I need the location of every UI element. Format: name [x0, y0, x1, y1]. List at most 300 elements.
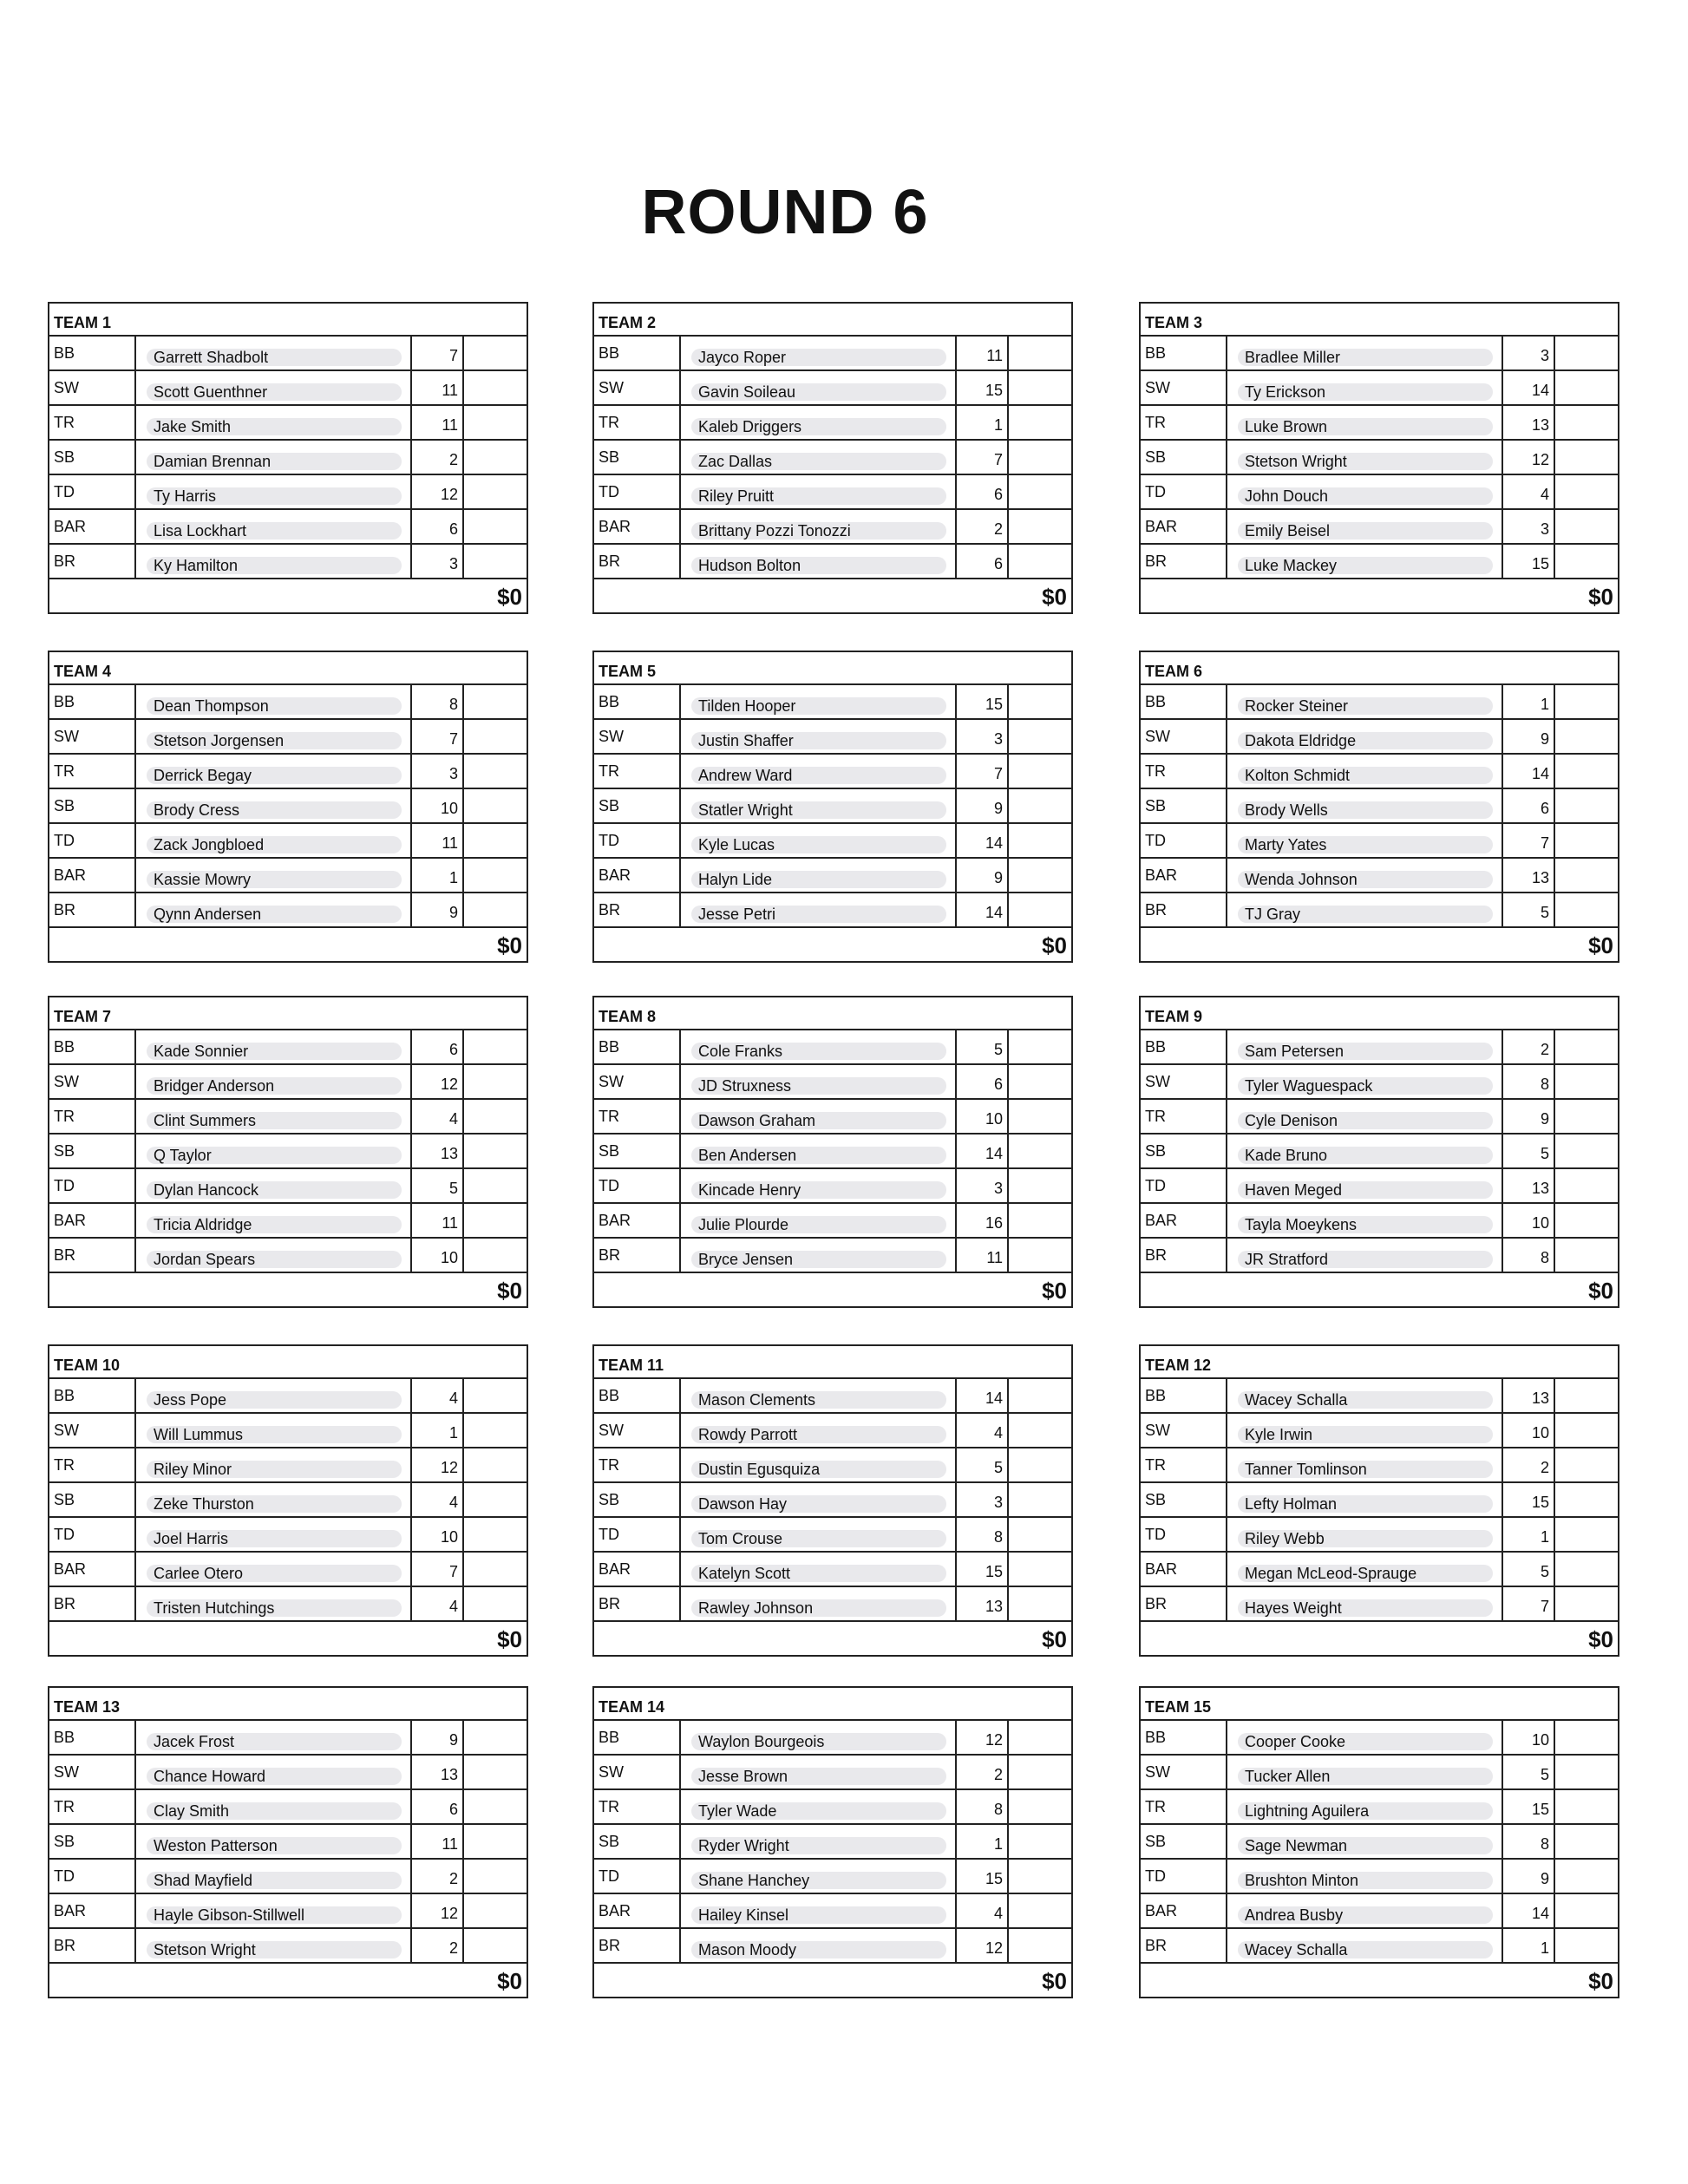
draw-number: 10 — [412, 789, 464, 822]
player-name[interactable]: Bradlee Miller — [1238, 349, 1493, 366]
player-name-cell — [679, 1030, 957, 1063]
event-code: BR — [599, 1937, 621, 1954]
team-total: $0 — [1588, 1626, 1613, 1652]
team-card — [48, 996, 528, 1308]
team-name: TEAM 8 — [594, 997, 1071, 1030]
player-name[interactable]: Bryce Jensen — [691, 1251, 946, 1268]
team-card — [1139, 651, 1619, 963]
draw-number: 14 — [957, 893, 1009, 926]
player-name[interactable]: Tricia Aldridge — [147, 1216, 402, 1233]
player-row — [594, 755, 1071, 789]
player-name-cell — [1226, 789, 1503, 822]
player-name[interactable]: Shad Mayfield — [147, 1872, 402, 1889]
event-code: BAR — [1145, 1212, 1178, 1229]
player-name[interactable]: Stetson Wright — [1238, 453, 1493, 470]
player-name-cell — [1226, 441, 1503, 474]
player-name[interactable]: Zack Jongbloed — [147, 836, 402, 853]
player-name[interactable]: Sam Petersen — [1238, 1043, 1493, 1060]
player-name[interactable]: Jake Smith — [147, 418, 402, 435]
draw-number: 6 — [412, 1790, 464, 1823]
player-name[interactable]: Dawson Hay — [691, 1495, 946, 1513]
event-code: SW — [54, 1073, 79, 1090]
event-code: SW — [599, 1763, 624, 1781]
draw-number: 5 — [957, 1030, 1009, 1063]
player-name-cell — [679, 859, 957, 892]
event-code: BR — [599, 553, 621, 570]
team-total: $0 — [1042, 932, 1067, 958]
event-code: BAR — [1145, 518, 1178, 535]
player-name-cell — [134, 337, 412, 369]
player-name[interactable]: Kincade Henry — [691, 1181, 946, 1199]
player-name-cell — [134, 1756, 412, 1788]
team-name: TEAM 10 — [49, 1346, 527, 1379]
player-name-cell — [1226, 510, 1503, 543]
player-name-cell — [1226, 1379, 1503, 1412]
team-card — [48, 302, 528, 614]
draw-number: 11 — [412, 371, 464, 404]
player-name-cell — [1226, 1135, 1503, 1167]
event-code: BAR — [599, 1902, 631, 1919]
event-code: BR — [54, 1937, 76, 1954]
player-name-cell — [134, 1169, 412, 1202]
player-name[interactable]: Cyle Denison — [1238, 1112, 1493, 1129]
draw-number: 13 — [1503, 1169, 1555, 1202]
draw-number: 11 — [957, 337, 1009, 369]
player-name-cell — [1226, 1030, 1503, 1063]
event-code: TR — [599, 1456, 619, 1474]
player-row — [1141, 1135, 1618, 1169]
player-name[interactable]: Jesse Petri — [691, 906, 946, 923]
team-total: $0 — [1588, 1278, 1613, 1304]
team-card — [1139, 996, 1619, 1308]
player-name[interactable]: Halyn Lide — [691, 871, 946, 888]
player-name-cell — [1226, 755, 1503, 788]
player-name[interactable]: Jesse Brown — [691, 1768, 946, 1785]
player-name[interactable]: Chance Howard — [147, 1768, 402, 1785]
player-name[interactable]: Kolton Schmidt — [1238, 767, 1493, 784]
player-name-cell — [134, 755, 412, 788]
player-name-cell — [679, 824, 957, 857]
team-card — [1139, 1344, 1619, 1657]
player-name[interactable]: Clay Smith — [147, 1802, 402, 1820]
player-name[interactable]: Haven Meged — [1238, 1181, 1493, 1199]
player-name[interactable]: Justin Shaffer — [691, 732, 946, 749]
player-name[interactable]: Stetson Jorgensen — [147, 732, 402, 749]
event-code: BAR — [1145, 1902, 1178, 1919]
player-name[interactable]: Jess Pope — [147, 1391, 402, 1409]
draw-number: 9 — [1503, 720, 1555, 753]
player-name-cell — [679, 1169, 957, 1202]
player-name-cell — [1226, 1065, 1503, 1098]
player-name[interactable]: Tucker Allen — [1238, 1768, 1493, 1785]
player-name-cell — [134, 1790, 412, 1823]
team-total: $0 — [1588, 932, 1613, 958]
draw-number: 8 — [957, 1790, 1009, 1823]
player-name-cell — [679, 510, 957, 543]
player-name[interactable]: Dylan Hancock — [147, 1181, 402, 1199]
player-name[interactable]: Kyle Irwin — [1238, 1426, 1493, 1443]
player-name[interactable]: Ty Erickson — [1238, 383, 1493, 401]
player-name[interactable]: Jordan Spears — [147, 1251, 402, 1268]
player-name[interactable]: Kade Bruno — [1238, 1147, 1493, 1164]
event-code: BR — [54, 553, 76, 570]
player-row — [49, 1100, 527, 1135]
event-code: SB — [1145, 448, 1167, 466]
event-code: BB — [54, 693, 75, 710]
player-row — [1141, 720, 1618, 755]
event-code: BR — [1145, 1937, 1168, 1954]
player-name[interactable]: Mason Clements — [691, 1391, 946, 1409]
player-name-cell — [1226, 371, 1503, 404]
player-name[interactable]: Kade Sonnier — [147, 1043, 402, 1060]
event-code: TR — [1145, 1798, 1166, 1815]
player-name[interactable]: Marty Yates — [1238, 836, 1493, 853]
team-name: TEAM 3 — [1141, 304, 1618, 337]
player-row — [1141, 1448, 1618, 1483]
player-name[interactable]: Waylon Bourgeois — [691, 1733, 946, 1750]
draw-number: 1 — [1503, 1518, 1555, 1551]
player-name-cell — [134, 1825, 412, 1858]
player-name[interactable]: Cooper Cooke — [1238, 1733, 1493, 1750]
event-code: TR — [599, 762, 619, 780]
event-code: SW — [1145, 728, 1170, 745]
player-name-cell — [1226, 475, 1503, 508]
player-name-cell — [134, 1030, 412, 1063]
player-name-cell — [134, 545, 412, 578]
draw-number: 13 — [412, 1135, 464, 1167]
event-code: BB — [599, 1729, 620, 1746]
player-name-cell — [679, 893, 957, 926]
player-name-cell — [1226, 1204, 1503, 1237]
player-name[interactable]: John Douch — [1238, 487, 1493, 505]
player-name[interactable]: Bridger Anderson — [147, 1077, 402, 1095]
player-name[interactable]: Weston Patterson — [147, 1837, 402, 1854]
player-name[interactable]: Shane Hanchey — [691, 1872, 946, 1889]
player-row — [594, 789, 1071, 824]
draw-number: 2 — [957, 1756, 1009, 1788]
player-name[interactable]: Tristen Hutchings — [147, 1599, 402, 1617]
player-row — [49, 1379, 527, 1414]
player-name[interactable]: Ty Harris — [147, 487, 402, 505]
player-row — [1141, 1929, 1618, 1964]
player-row — [594, 1790, 1071, 1825]
player-name[interactable]: Sage Newman — [1238, 1837, 1493, 1854]
player-name[interactable]: JR Stratford — [1238, 1251, 1493, 1268]
player-name[interactable]: Derrick Begay — [147, 767, 402, 784]
event-code: SW — [599, 1073, 624, 1090]
player-name[interactable]: Lightning Aguilera — [1238, 1802, 1493, 1820]
team-name: TEAM 7 — [49, 997, 527, 1030]
player-name[interactable]: Luke Brown — [1238, 418, 1493, 435]
draw-number: 5 — [412, 1169, 464, 1202]
player-name[interactable]: Rowdy Parrott — [691, 1426, 946, 1443]
draw-number: 14 — [1503, 371, 1555, 404]
event-code: SW — [1145, 379, 1170, 396]
draw-number: 12 — [957, 1721, 1009, 1754]
player-row — [594, 337, 1071, 371]
player-name[interactable]: Tilden Hooper — [691, 697, 946, 715]
player-name[interactable]: Gavin Soileau — [691, 383, 946, 401]
event-code: BR — [599, 1246, 621, 1264]
player-row — [49, 1860, 527, 1894]
player-name[interactable]: Mason Moody — [691, 1941, 946, 1958]
player-name[interactable]: Clint Summers — [147, 1112, 402, 1129]
event-code: TR — [599, 1798, 619, 1815]
team-total: $0 — [1042, 1968, 1067, 1994]
player-name[interactable]: Ben Andersen — [691, 1147, 946, 1164]
player-row — [1141, 1894, 1618, 1929]
player-name-cell — [1226, 1169, 1503, 1202]
team-card — [1139, 302, 1619, 614]
player-row — [594, 545, 1071, 579]
player-name-cell — [1226, 1721, 1503, 1754]
team-total: $0 — [1588, 1968, 1613, 1994]
player-row — [1141, 545, 1618, 579]
player-name[interactable]: Rawley Johnson — [691, 1599, 946, 1617]
event-code: TR — [1145, 414, 1166, 431]
player-name[interactable]: Kassie Mowry — [147, 871, 402, 888]
event-code: TD — [1145, 832, 1166, 849]
player-name[interactable]: Dean Thompson — [147, 697, 402, 715]
player-name[interactable]: Brittany Pozzi Tonozzi — [691, 522, 946, 539]
player-row — [1141, 1518, 1618, 1553]
event-code: BAR — [54, 1902, 87, 1919]
draw-number: 3 — [1503, 510, 1555, 543]
event-code: TR — [54, 414, 75, 431]
player-name[interactable]: Brody Cress — [147, 801, 402, 819]
team-name: TEAM 4 — [49, 652, 527, 685]
player-name[interactable]: Hayes Weight — [1238, 1599, 1493, 1617]
player-name[interactable]: Brody Wells — [1238, 801, 1493, 819]
draw-number: 4 — [412, 1100, 464, 1133]
player-name[interactable]: Tom Crouse — [691, 1530, 946, 1547]
player-name[interactable]: Tanner Tomlinson — [1238, 1461, 1493, 1478]
player-row — [594, 1860, 1071, 1894]
player-name[interactable]: JD Struxness — [691, 1077, 946, 1095]
event-code: BR — [54, 1246, 76, 1264]
player-row — [594, 510, 1071, 545]
event-code: TD — [599, 1177, 619, 1194]
draw-number: 15 — [957, 1860, 1009, 1893]
player-name[interactable]: Lefty Holman — [1238, 1495, 1493, 1513]
player-name-cell — [679, 1204, 957, 1237]
player-name[interactable]: Riley Pruitt — [691, 487, 946, 505]
player-name-cell — [679, 1860, 957, 1893]
event-code: SW — [1145, 1422, 1170, 1439]
draw-number: 6 — [1503, 789, 1555, 822]
player-name-cell — [1226, 1929, 1503, 1962]
player-name-cell — [134, 1239, 412, 1272]
event-code: TD — [1145, 1867, 1166, 1885]
event-code: TR — [54, 762, 75, 780]
draw-number: 10 — [412, 1239, 464, 1272]
player-name-cell — [134, 789, 412, 822]
player-row — [1141, 1239, 1618, 1273]
player-row — [594, 1169, 1071, 1204]
team-name: TEAM 15 — [1141, 1688, 1618, 1721]
player-row — [49, 371, 527, 406]
player-row — [1141, 1790, 1618, 1825]
player-name[interactable]: Joel Harris — [147, 1530, 402, 1547]
draw-number: 5 — [1503, 1553, 1555, 1586]
player-name[interactable]: Tyler Waguespack — [1238, 1077, 1493, 1095]
player-name[interactable]: Emily Beisel — [1238, 522, 1493, 539]
player-name-cell — [1226, 720, 1503, 753]
draw-number: 1 — [1503, 685, 1555, 718]
event-code: TD — [1145, 483, 1166, 500]
player-name-cell — [134, 1379, 412, 1412]
player-name[interactable]: Hudson Bolton — [691, 557, 946, 574]
event-code: TR — [599, 1108, 619, 1125]
player-name[interactable]: Damian Brennan — [147, 453, 402, 470]
player-name[interactable]: Q Taylor — [147, 1147, 402, 1164]
player-name[interactable]: Hailey Kinsel — [691, 1906, 946, 1924]
player-name[interactable]: Dakota Eldridge — [1238, 732, 1493, 749]
team-total: $0 — [497, 584, 522, 610]
draw-number: 12 — [412, 1894, 464, 1927]
team-name: TEAM 6 — [1141, 652, 1618, 685]
player-row — [49, 893, 527, 928]
event-code: SW — [54, 379, 79, 396]
player-name[interactable]: Jayco Roper — [691, 349, 946, 366]
player-row — [49, 1825, 527, 1860]
player-name[interactable]: TJ Gray — [1238, 906, 1493, 923]
player-name[interactable]: Megan McLeod-Sprauge — [1238, 1565, 1493, 1582]
player-name-cell — [1226, 1483, 1503, 1516]
player-name[interactable]: Ryder Wright — [691, 1837, 946, 1854]
player-name[interactable]: Riley Webb — [1238, 1530, 1493, 1547]
player-name[interactable]: Julie Plourde — [691, 1216, 946, 1233]
draw-number: 9 — [412, 1721, 464, 1754]
player-name[interactable]: Ky Hamilton — [147, 557, 402, 574]
player-row — [1141, 1825, 1618, 1860]
event-code: BB — [599, 1387, 620, 1404]
player-name-cell — [679, 337, 957, 369]
player-name[interactable]: Carlee Otero — [147, 1565, 402, 1582]
draw-number: 14 — [957, 1379, 1009, 1412]
player-name[interactable]: Stetson Wright — [147, 1941, 402, 1958]
player-row — [1141, 475, 1618, 510]
event-code: TD — [599, 832, 619, 849]
draw-number: 1 — [957, 406, 1009, 439]
team-total: $0 — [497, 1626, 522, 1652]
event-code: TD — [1145, 1526, 1166, 1543]
player-name[interactable]: Luke Mackey — [1238, 557, 1493, 574]
player-name[interactable]: Wenda Johnson — [1238, 871, 1493, 888]
player-row — [1141, 510, 1618, 545]
player-row — [1141, 1169, 1618, 1204]
draw-number: 2 — [412, 1860, 464, 1893]
player-name[interactable]: Tayla Moeykens — [1238, 1216, 1493, 1233]
event-code: BB — [54, 1729, 75, 1746]
event-code: BB — [54, 1387, 75, 1404]
player-row — [49, 755, 527, 789]
player-name[interactable]: Scott Guenthner — [147, 383, 402, 401]
player-row — [594, 406, 1071, 441]
player-name-cell — [134, 441, 412, 474]
draw-number: 8 — [1503, 1065, 1555, 1098]
draw-number: 11 — [412, 824, 464, 857]
draw-number: 12 — [412, 1448, 464, 1481]
player-name[interactable]: Will Lummus — [147, 1426, 402, 1443]
player-name[interactable]: Katelyn Scott — [691, 1565, 946, 1582]
event-code: TR — [54, 1798, 75, 1815]
player-name[interactable]: Brushton Minton — [1238, 1872, 1493, 1889]
draw-number: 6 — [957, 1065, 1009, 1098]
player-name[interactable]: Riley Minor — [147, 1461, 402, 1478]
player-row — [1141, 1204, 1618, 1239]
event-code: SB — [599, 797, 620, 814]
draw-number: 10 — [412, 1518, 464, 1551]
event-code: BAR — [599, 866, 631, 884]
player-row — [49, 685, 527, 720]
player-name[interactable]: Dustin Egusquiza — [691, 1461, 946, 1478]
player-name-cell — [679, 1379, 957, 1412]
event-code: BB — [599, 344, 620, 362]
player-name[interactable]: Zeke Thurston — [147, 1495, 402, 1513]
draw-number: 4 — [412, 1587, 464, 1620]
player-name[interactable]: Wacey Schalla — [1238, 1391, 1493, 1409]
player-name-cell — [1226, 337, 1503, 369]
player-name-cell — [679, 1448, 957, 1481]
draw-number: 14 — [957, 824, 1009, 857]
player-row — [1141, 893, 1618, 928]
player-row — [49, 1135, 527, 1169]
player-name-cell — [134, 1065, 412, 1098]
player-name[interactable]: Qynn Andersen — [147, 906, 402, 923]
player-name[interactable]: Statler Wright — [691, 801, 946, 819]
player-name[interactable]: Rocker Steiner — [1238, 697, 1493, 715]
player-row — [1141, 789, 1618, 824]
draw-number: 13 — [1503, 406, 1555, 439]
event-code: TR — [54, 1456, 75, 1474]
draw-number: 8 — [412, 685, 464, 718]
player-name[interactable]: Kaleb Driggers — [691, 418, 946, 435]
draw-number: 10 — [957, 1100, 1009, 1133]
player-name[interactable]: Hayle Gibson-Stillwell — [147, 1906, 402, 1924]
draw-number: 7 — [1503, 824, 1555, 857]
player-name-cell — [679, 1065, 957, 1098]
player-name[interactable]: Lisa Lockhart — [147, 522, 402, 539]
player-row — [1141, 755, 1618, 789]
draw-number: 2 — [957, 510, 1009, 543]
draw-number: 12 — [412, 475, 464, 508]
player-name[interactable]: Jacek Frost — [147, 1733, 402, 1750]
player-row — [1141, 1065, 1618, 1100]
player-name[interactable]: Wacey Schalla — [1238, 1941, 1493, 1958]
team-total: $0 — [497, 1278, 522, 1304]
player-name[interactable]: Dawson Graham — [691, 1112, 946, 1129]
draw-number: 4 — [957, 1414, 1009, 1447]
player-row — [594, 441, 1071, 475]
player-row — [49, 1929, 527, 1964]
player-row — [594, 1929, 1071, 1964]
player-name[interactable]: Andrew Ward — [691, 767, 946, 784]
event-code: SB — [1145, 1491, 1167, 1508]
player-name[interactable]: Tyler Wade — [691, 1802, 946, 1820]
player-name-cell — [134, 1518, 412, 1551]
player-name[interactable]: Zac Dallas — [691, 453, 946, 470]
event-code: BB — [1145, 1038, 1167, 1056]
player-name[interactable]: Garrett Shadbolt — [147, 349, 402, 366]
player-name[interactable]: Andrea Busby — [1238, 1906, 1493, 1924]
draw-number: 13 — [957, 1587, 1009, 1620]
player-row — [594, 685, 1071, 720]
player-name[interactable]: Cole Franks — [691, 1043, 946, 1060]
player-name[interactable]: Kyle Lucas — [691, 836, 946, 853]
draw-number: 11 — [412, 1825, 464, 1858]
player-row — [594, 859, 1071, 893]
